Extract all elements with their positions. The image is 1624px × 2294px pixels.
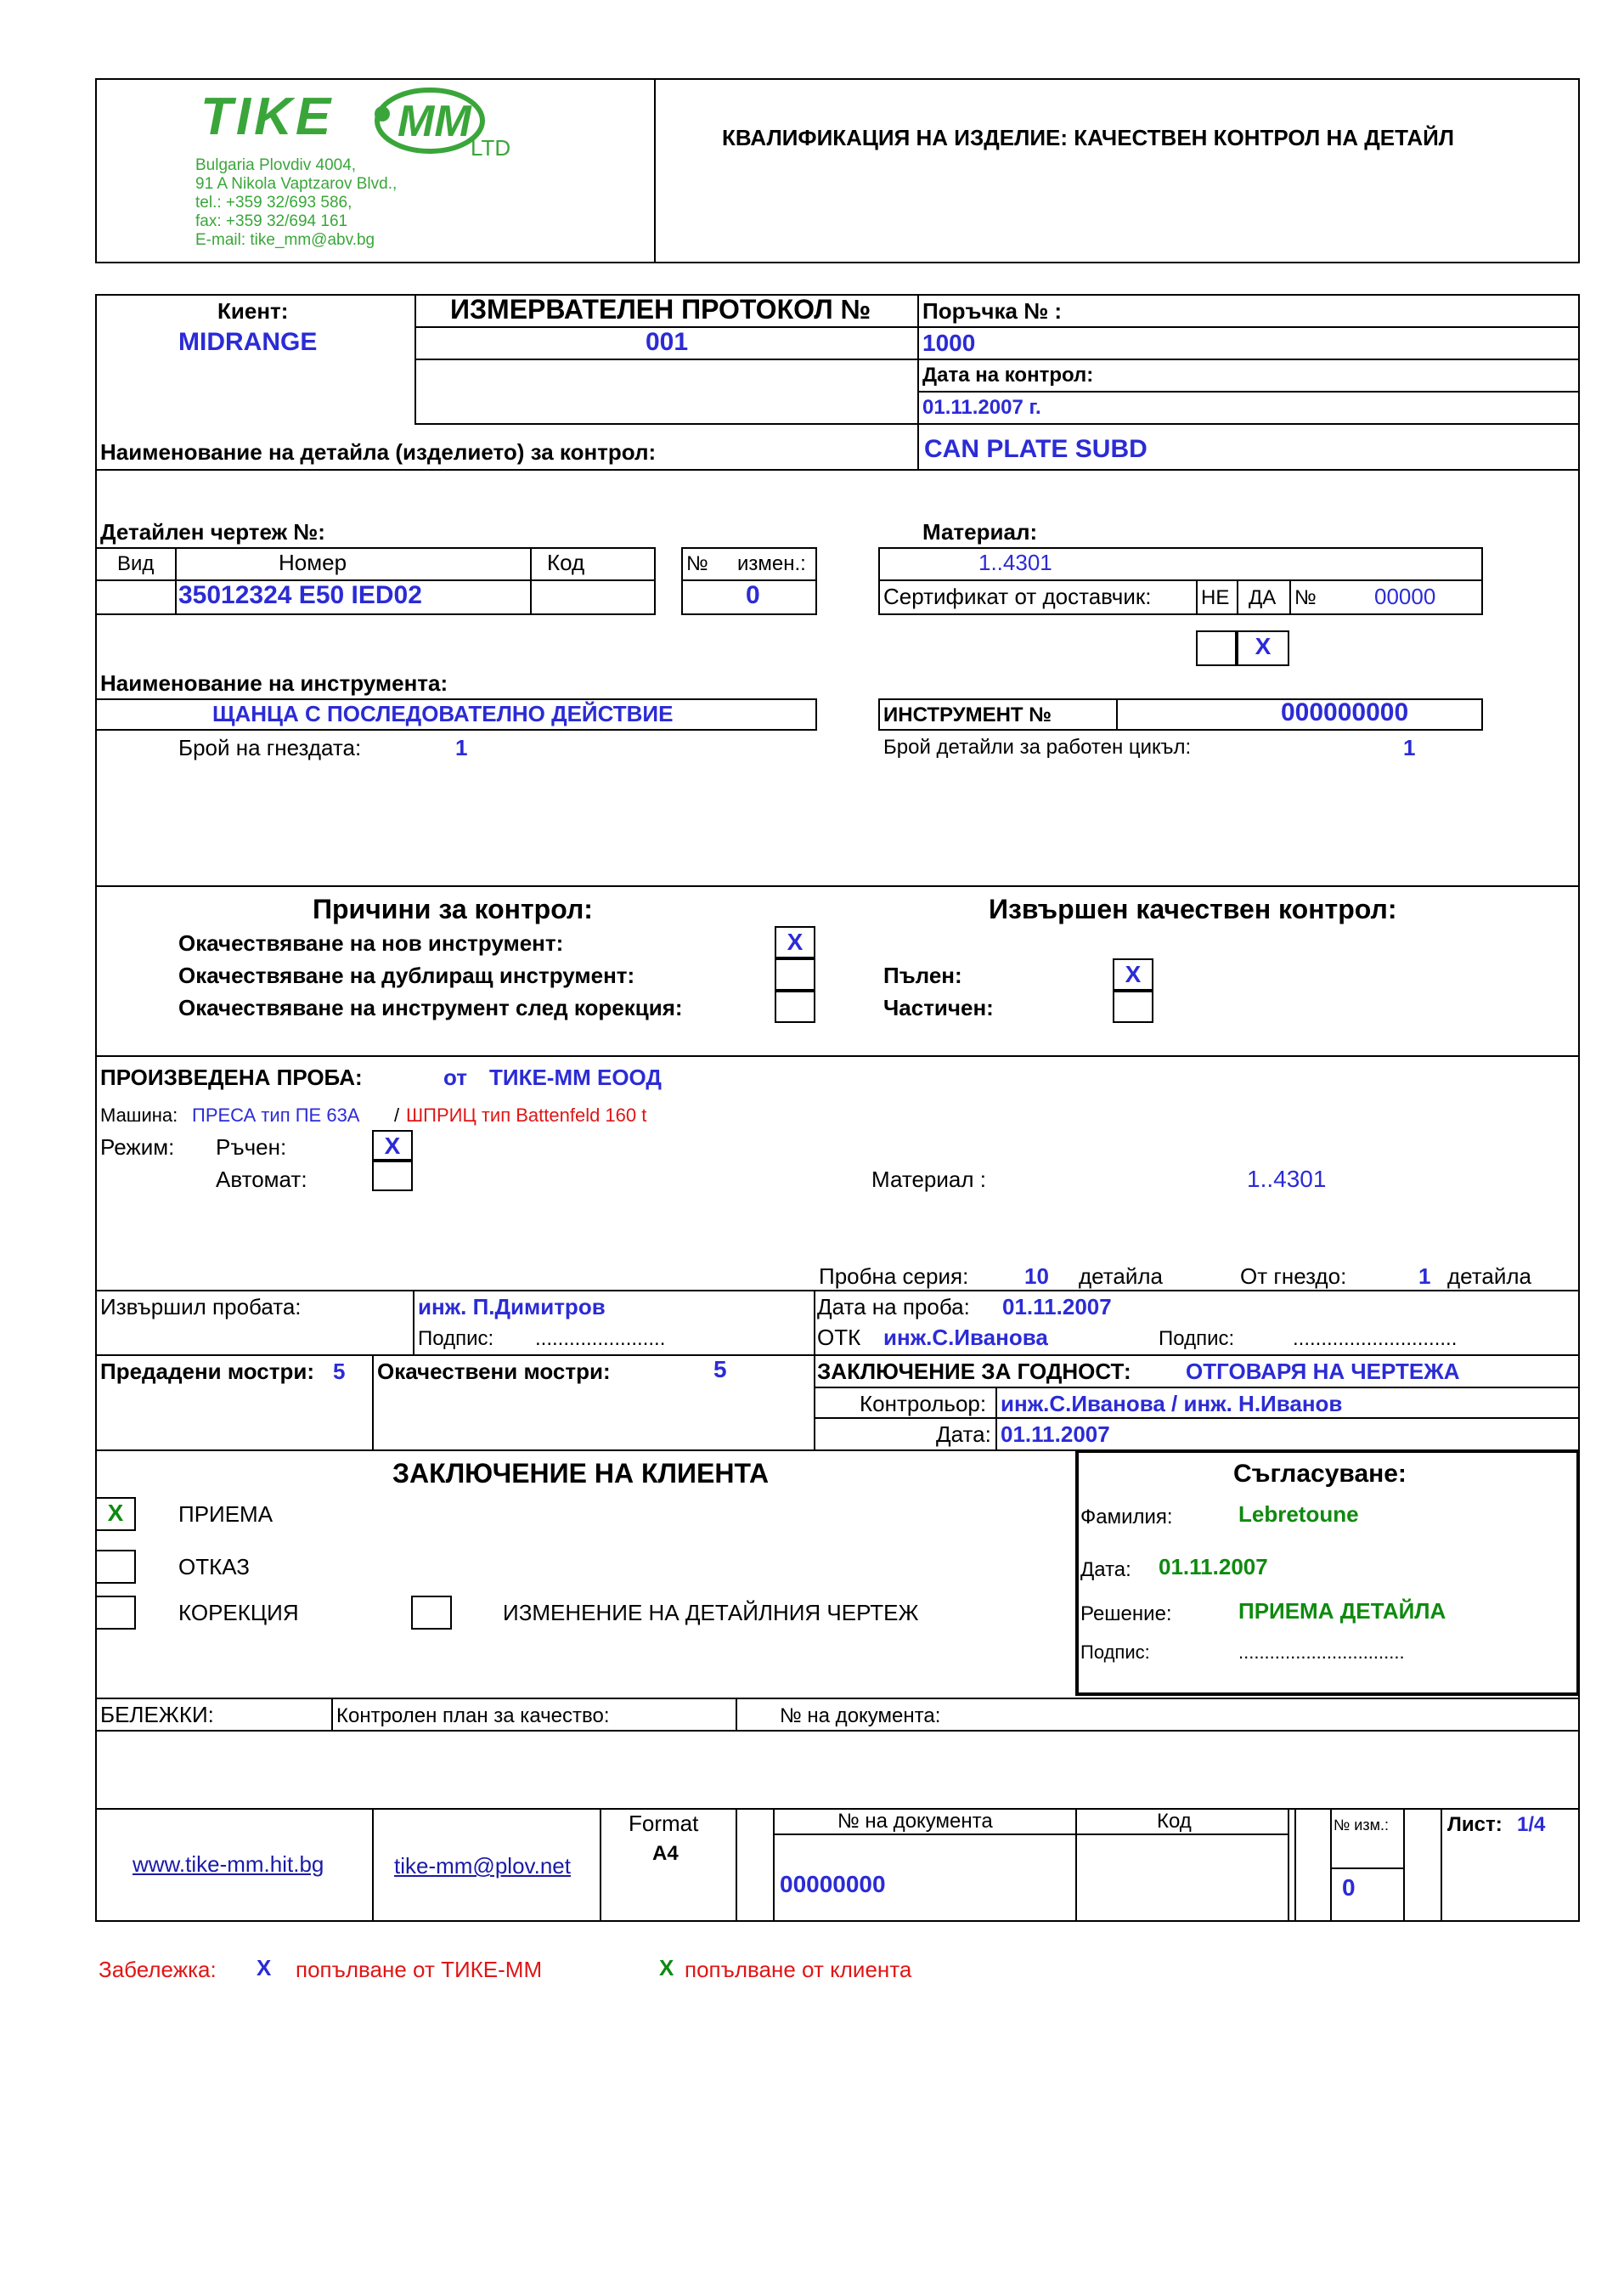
agreement-surname-value: Lebretoune xyxy=(1238,1501,1359,1527)
material-value: 1..4301 xyxy=(978,550,1052,575)
otk-value: инж.С.Иванова xyxy=(883,1325,1048,1350)
series-value: 10 xyxy=(1024,1263,1049,1289)
protocol-number: 001 xyxy=(646,328,689,356)
client-value: MIDRANGE xyxy=(178,328,318,356)
reason-new-tool-checkbox[interactable]: X xyxy=(775,926,815,958)
footer-document-no-value: 00000000 xyxy=(780,1871,886,1897)
otk-label: ОТК xyxy=(817,1325,861,1350)
tool-name-label: Наименование на инструмента: xyxy=(100,670,448,696)
legend-note-label: Забележка: xyxy=(99,1957,217,1982)
col-number: Номер xyxy=(279,550,347,575)
tool-number-value: 000000000 xyxy=(1281,698,1409,726)
executed-by-label: Извършил пробата: xyxy=(100,1294,302,1319)
delivered-samples-value: 5 xyxy=(333,1359,346,1384)
certificate-number-value: 00000 xyxy=(1374,584,1436,609)
quality-plan-label: Контролен план за качество: xyxy=(336,1704,610,1727)
legend-green-x: X xyxy=(659,1955,674,1980)
format-value: A4 xyxy=(652,1842,679,1865)
drawing-number-value: 35012324 E50 IED02 xyxy=(178,581,422,609)
sample-date-label: Дата на проба: xyxy=(817,1294,970,1319)
reject-checkbox[interactable] xyxy=(95,1550,136,1584)
machine-injector: ШПРИЦ тип Battenfeld 160 t xyxy=(406,1105,647,1126)
manual-mode-checkbox[interactable]: X xyxy=(372,1130,413,1161)
parts-per-cycle-value: 1 xyxy=(1403,735,1416,760)
part-name-label: Наименование на детайла (изделието) за контрол: xyxy=(100,439,657,465)
qualified-samples-label: Окачествени мостри: xyxy=(377,1359,611,1384)
part-name-value: CAN PLATE SUBD xyxy=(924,435,1148,463)
manual-mode-label: Ръчен: xyxy=(216,1134,287,1160)
reason-corrected-tool-checkbox[interactable] xyxy=(775,991,815,1023)
tool-number-label: ИНСТРУМЕНТ № xyxy=(883,703,1052,726)
reason-corrected-tool: Окачествяване на инструмент след корекция: xyxy=(178,995,683,1020)
conclusion-value: ОТГОВАРЯ НА ЧЕРТЕЖА xyxy=(1186,1359,1460,1384)
sheet-value: 1/4 xyxy=(1517,1813,1546,1836)
cavity-unit: детайла xyxy=(1447,1263,1531,1289)
company-logo xyxy=(200,85,523,161)
agreement-title: Съгласуване: xyxy=(1233,1460,1407,1488)
sample-material-value: 1..4301 xyxy=(1247,1166,1327,1192)
agreement-surname-label: Фамилия: xyxy=(1080,1506,1173,1528)
website-link[interactable]: www.tike-mm.hit.bg xyxy=(133,1851,324,1877)
certificate-no-checkbox[interactable] xyxy=(1196,630,1237,666)
sample-label: ПРОИЗВЕДЕНА ПРОБА: xyxy=(100,1065,363,1090)
otk-sign-label: Подпис: xyxy=(1159,1327,1235,1350)
order-value: 1000 xyxy=(922,330,976,356)
document-title: КВАЛИФИКАЦИЯ НА ИЗДЕЛИЕ: КАЧЕСТВЕН КОНТРОЛ НА ДЕТАЙЛ xyxy=(722,125,1455,150)
correction-checkbox[interactable] xyxy=(95,1596,136,1630)
cavity-label: От гнездо: xyxy=(1240,1263,1347,1289)
full-control-label: Пълен: xyxy=(883,963,962,988)
legend-blue-text: попълване от ТИКЕ-ММ xyxy=(296,1957,543,1982)
executed-sign-dots: ....................... xyxy=(535,1327,666,1350)
client-conclusion-title: ЗАКЛЮЧЕНИЕ НА КЛИЕНТА xyxy=(392,1458,770,1489)
agreement-sign-label: Подпис: xyxy=(1080,1641,1150,1663)
delivered-samples-label: Предадени мостри: xyxy=(100,1359,315,1384)
partial-control-label: Частичен: xyxy=(883,995,994,1020)
correction-label: КОРЕКЦИЯ xyxy=(178,1600,299,1625)
controller-date-value: 01.11.2007 xyxy=(1001,1421,1110,1447)
mode-label: Режим: xyxy=(100,1134,175,1160)
agreement-decision-label: Решение: xyxy=(1080,1602,1172,1625)
protocol-label: ИЗМЕРВАТЕЛЕН ПРОТОКОЛ № xyxy=(450,294,871,325)
certificate-yes-checkbox[interactable]: X xyxy=(1237,630,1289,666)
certificate-label: Сертификат от доставчик: xyxy=(883,584,1152,609)
parts-per-cycle-label: Брой детайли за работен цикъл: xyxy=(883,736,1192,759)
certificate-yes: ДА xyxy=(1249,586,1277,609)
email-link[interactable]: tike-mm@plov.net xyxy=(394,1853,571,1879)
footer-code-label: Код xyxy=(1157,1810,1192,1833)
performed-control-title: Извършен качествен контрол: xyxy=(989,894,1397,924)
revision-label: измен.: xyxy=(737,552,806,575)
col-view: Вид xyxy=(117,552,155,575)
legend-blue-x: X xyxy=(257,1955,272,1980)
tool-name-value: ЩАНЦА С ПОСЛЕДОВАТЕЛНО ДЕЙСТВИЕ xyxy=(212,701,674,726)
notes-document-label: № на документа: xyxy=(780,1704,941,1727)
footer-revision-value: 0 xyxy=(1342,1874,1356,1901)
revision-no-label: № xyxy=(686,552,708,575)
logo-ltd: LTD xyxy=(471,135,511,161)
material-label: Материал: xyxy=(922,519,1038,545)
controller-value: инж.С.Иванова / инж. Н.Иванов xyxy=(1001,1391,1343,1416)
sample-date-value: 01.11.2007 xyxy=(1002,1294,1112,1319)
footer-revision-label: № изм.: xyxy=(1334,1817,1389,1834)
notes-label: БЕЛЕЖКИ: xyxy=(100,1702,214,1727)
control-date-label: Дата на контрол: xyxy=(922,364,1094,387)
accept-checkbox[interactable]: X xyxy=(95,1497,136,1531)
reject-label: ОТКАЗ xyxy=(178,1554,251,1579)
certificate-number-label: № xyxy=(1294,586,1317,609)
logo-text: TIKE xyxy=(200,88,335,146)
controller-label: Контрольор: xyxy=(860,1391,987,1416)
reason-duplicate-tool: Окачествяване на дублиращ инструмент: xyxy=(178,963,635,988)
cavities-value: 1 xyxy=(455,735,468,760)
executed-sign-label: Подпис: xyxy=(418,1327,494,1350)
sample-material-label: Материал : xyxy=(871,1167,986,1192)
format-label: Format xyxy=(629,1811,699,1836)
full-control-checkbox[interactable]: X xyxy=(1113,958,1153,991)
footer-document-no-label: № на документа xyxy=(837,1810,993,1833)
auto-mode-checkbox[interactable] xyxy=(372,1161,413,1191)
cavities-label: Брой на гнездата: xyxy=(178,735,362,760)
sample-from-value: ТИКЕ-ММ ЕООД xyxy=(489,1065,662,1090)
drawing-change-checkbox[interactable] xyxy=(411,1596,452,1630)
revision-value: 0 xyxy=(746,581,760,609)
agreement-decision-value: ПРИЕМА ДЕТАЙЛА xyxy=(1238,1598,1446,1624)
machine-press: ПРЕСА тип ПЕ 63А xyxy=(192,1105,360,1126)
controller-date-label: Дата: xyxy=(936,1421,991,1447)
sheet-label: Лист: xyxy=(1447,1813,1503,1836)
otk-sign-dots: ............................. xyxy=(1293,1327,1458,1350)
conclusion-label: ЗАКЛЮЧЕНИЕ ЗА ГОДНОСТ: xyxy=(817,1359,1131,1384)
client-label: Киент: xyxy=(217,298,289,324)
sample-from-label: от xyxy=(443,1065,467,1090)
reasons-title: Причини за контрол: xyxy=(313,894,593,924)
control-date-value: 01.11.2007 г. xyxy=(922,396,1041,419)
series-label: Пробна серия: xyxy=(819,1263,969,1289)
order-label: Поръчка № : xyxy=(922,298,1063,324)
legend-green-text: попълване от клиента xyxy=(685,1957,912,1982)
reason-new-tool: Окачествяване на нов инструмент: xyxy=(178,930,564,956)
partial-control-checkbox[interactable] xyxy=(1113,991,1153,1023)
agreement-sign-dots: ................................ xyxy=(1238,1641,1405,1663)
series-unit: детайла xyxy=(1079,1263,1163,1289)
executed-by-value: инж. П.Димитров xyxy=(418,1294,606,1319)
reason-duplicate-tool-checkbox[interactable] xyxy=(775,958,815,991)
agreement-date-value: 01.11.2007 xyxy=(1159,1554,1268,1579)
accept-label: ПРИЕМА xyxy=(178,1501,273,1527)
qualified-samples-value: 5 xyxy=(713,1356,727,1382)
cavity-value: 1 xyxy=(1418,1263,1431,1289)
drawing-change-label: ИЗМЕНЕНИЕ НА ДЕТАЙЛНИЯ ЧЕРТЕЖ xyxy=(503,1600,919,1625)
machine-label: Машина: xyxy=(100,1105,178,1126)
machine-separator: / xyxy=(394,1105,400,1126)
auto-mode-label: Автомат: xyxy=(216,1167,307,1192)
certificate-no: НЕ xyxy=(1201,586,1230,609)
drawing-label: Детайлен чертеж №: xyxy=(100,519,325,545)
agreement-date-label: Дата: xyxy=(1080,1558,1131,1581)
col-code: Код xyxy=(547,550,585,575)
logo-mm: MM xyxy=(398,97,471,146)
